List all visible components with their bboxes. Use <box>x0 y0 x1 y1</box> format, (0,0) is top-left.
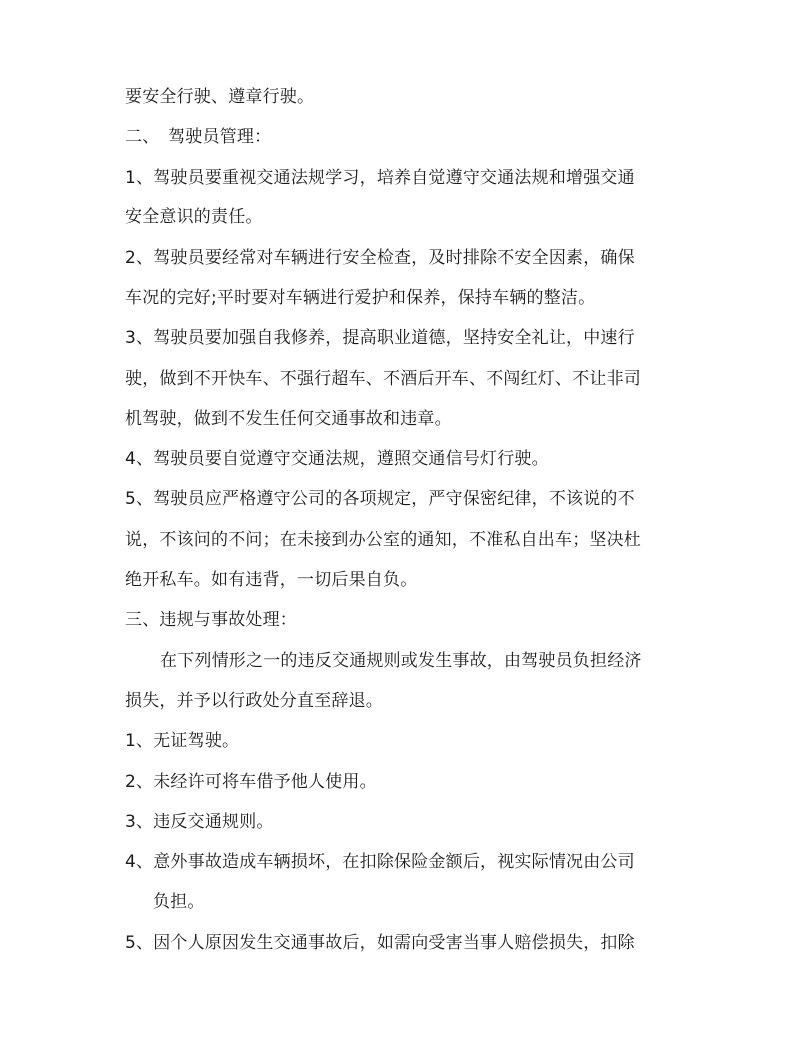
text-line: 车况的完好;平时要对车辆进行爱护和保养，保持车辆的整洁。 <box>125 288 596 308</box>
text-line: 驶，做到不开快车、不强行超车、不酒后开车、不闯红灯、不让非司 <box>125 369 641 389</box>
section-heading: 三、违规与事故处理： <box>125 610 297 630</box>
text-line: 2、驾驶员要经常对车辆进行安全检查，及时排除不安全因素，确保 <box>125 248 635 268</box>
list-item: 3、违反交通规则。 <box>125 812 274 832</box>
text-line: 安全意识的责任。 <box>125 207 263 227</box>
text-line: 损失，并予以行政处分直至辞退。 <box>125 691 383 711</box>
text-line: 负担。 <box>153 892 205 912</box>
list-item: 5、因个人原因发生交通事故后，如需向受害当事人赔偿损失，扣除 <box>125 933 635 953</box>
text-line: 绝开私车。如有违背，一切后果自负。 <box>125 570 418 590</box>
text-line: 3、驾驶员要加强自我修养，提高职业道德，坚持安全礼让，中速行 <box>125 328 635 348</box>
text-line: 1、驾驶员要重视交通法规学习，培养自觉遵守交通法规和增强交通 <box>125 168 635 188</box>
list-item: 1、无证驾驶。 <box>125 731 240 751</box>
text-line: 4、驾驶员要自觉遵守交通法规，遵照交通信号灯行驶。 <box>125 449 549 469</box>
text-line: 5、驾驶员应严格遵守公司的各项规定，严守保密纪律，不该说的不 <box>125 489 635 509</box>
text-line: 机驾驶，做到不发生任何交通事故和违章。 <box>125 409 452 429</box>
text-line: 要安全行驶、遵章行驶。 <box>125 87 315 107</box>
list-item: 4、意外事故造成车辆损坏，在扣除保险金额后，视实际情况由公司 <box>125 852 635 872</box>
section-heading: 二、 驾驶员管理： <box>125 127 272 147</box>
text-line: 说，不该问的不问；在未接到办公室的通知，不准私自出车；坚决杜 <box>125 530 641 550</box>
list-item: 2、未经许可将车借予他人使用。 <box>125 772 377 792</box>
text-line: 在下列情形之一的违反交通规则或发生事故，由驾驶员负担经济 <box>160 651 642 671</box>
